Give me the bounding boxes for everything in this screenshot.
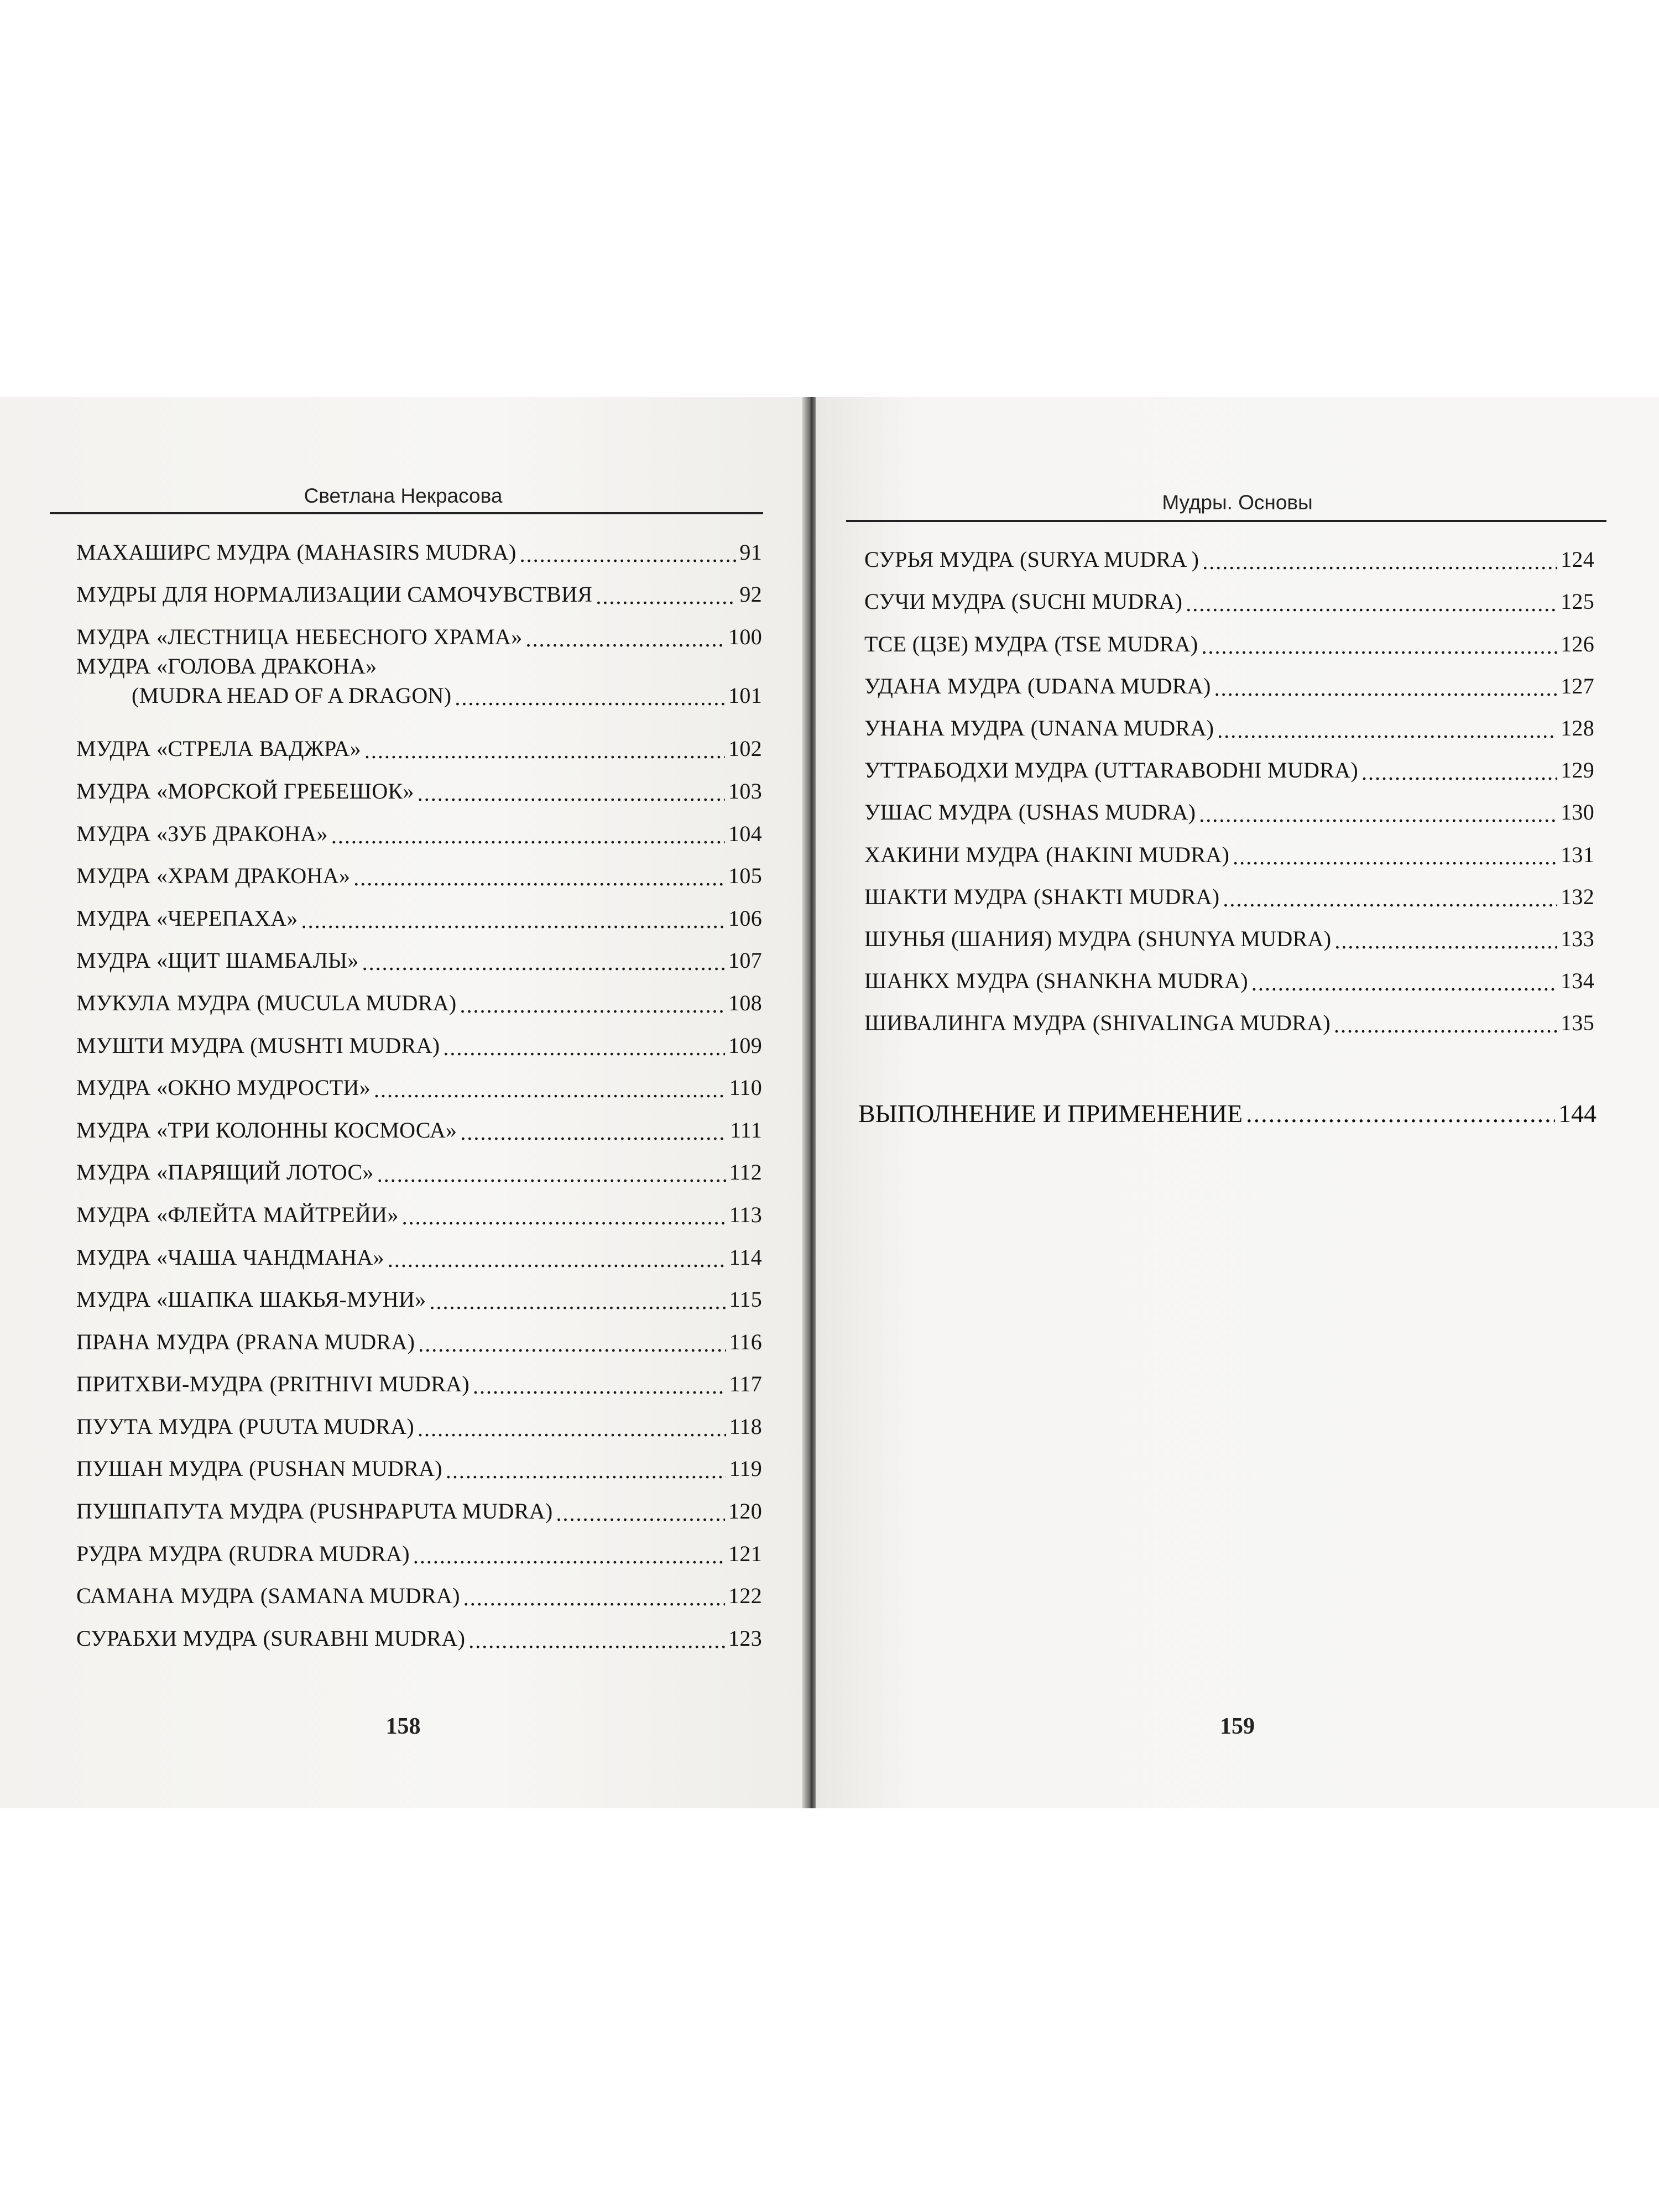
leader-dots <box>473 1375 726 1397</box>
toc-page-number: 123 <box>728 1625 762 1651</box>
toc-entry[interactable] <box>76 566 762 608</box>
toc-entry-title: ШАКТИ МУДРА (SHAKTI MUDRA) <box>864 884 1220 909</box>
leader-dots <box>463 1587 725 1609</box>
toc-entry-title: МУДРА «ЧЕРЕПАХА» <box>76 905 298 931</box>
toc-entry[interactable] <box>864 826 1594 868</box>
leader-dots <box>1334 930 1557 952</box>
toc-entry-title: УДАНА МУДРА (UDANA MUDRA) <box>864 673 1211 698</box>
toc-page-number: 122 <box>728 1583 762 1609</box>
toc-entry[interactable] <box>76 523 762 566</box>
right-toc-list <box>864 531 1594 1036</box>
toc-entry[interactable] <box>864 784 1594 826</box>
toc-page-number: 102 <box>728 736 762 761</box>
toc-entry[interactable] <box>76 1355 762 1398</box>
toc-page-number: 110 <box>729 1075 762 1100</box>
toc-entry[interactable] <box>76 805 762 847</box>
toc-entry[interactable] <box>76 1101 762 1144</box>
left-running-head: Светлана Некрасова <box>304 484 503 507</box>
section-title: ВЫПОЛНЕНИЕ И ПРИМЕНЕНИЕ <box>858 1099 1243 1128</box>
toc-entry[interactable] <box>76 932 762 974</box>
toc-entry[interactable] <box>864 910 1594 952</box>
leader-dots <box>418 1418 726 1440</box>
toc-entry-title: МУДРА «ЧАША ЧАНДМАНА» <box>76 1244 384 1270</box>
toc-entry-title: ПУШАН МУДРА (PUSHAN MUDRA) <box>76 1456 442 1481</box>
toc-entry[interactable] <box>76 1016 762 1059</box>
toc-page-number: 133 <box>1561 926 1594 951</box>
toc-page-number: 105 <box>728 863 762 889</box>
leader-dots <box>1246 1099 1555 1129</box>
toc-entry[interactable] <box>864 573 1594 615</box>
toc-page-number: 112 <box>729 1160 762 1185</box>
toc-page-number: 128 <box>1561 715 1594 740</box>
toc-entry[interactable] <box>76 1271 762 1313</box>
toc-entry[interactable] <box>76 650 762 720</box>
toc-entry-title: ПУУТА МУДРА (PUUTA MUDRA) <box>76 1413 414 1439</box>
toc-entry-subtitle: (MUDRA HEAD OF A DRAGON) <box>132 682 452 708</box>
toc-entry[interactable] <box>76 1525 762 1567</box>
toc-entry-title: СУЧИ МУДРА (SUCHI MUDRA) <box>864 589 1183 614</box>
toc-entry-title: РУДРА МУДРА (RUDRA MUDRA) <box>76 1541 410 1566</box>
toc-entry-title: ТСЕ (ЦЗЕ) МУДРА (TSE MUDRA) <box>864 631 1198 656</box>
toc-entry[interactable] <box>76 1228 762 1271</box>
left-head-rule <box>50 512 763 514</box>
left-folio: 158 <box>385 1714 421 1739</box>
toc-entry[interactable] <box>864 868 1594 910</box>
toc-entry-title: МУДРЫ ДЛЯ НОРМАЛИЗАЦИИ САМОЧУВСТВИЯ <box>76 582 593 607</box>
toc-entry[interactable] <box>76 847 762 890</box>
toc-page-number: 114 <box>729 1244 762 1270</box>
toc-entry[interactable] <box>76 1609 762 1652</box>
toc-entry[interactable] <box>76 1313 762 1355</box>
toc-entry-title: МУДРА «ЗУБ ДРАКОНА» <box>76 821 328 846</box>
leader-dots <box>1202 551 1557 573</box>
leader-dots <box>556 1503 726 1525</box>
toc-entry[interactable] <box>76 608 762 650</box>
toc-entry-title: САМАНА МУДРА (SAMANA MUDRA) <box>76 1583 460 1609</box>
toc-entry-title: СУРЬЯ МУДРА (SURYA MUDRA ) <box>864 547 1199 572</box>
toc-page-number: 101 <box>728 682 762 708</box>
leader-dots <box>460 994 726 1016</box>
section-page-number: 144 <box>1558 1099 1597 1128</box>
toc-page-number: 134 <box>1561 968 1594 994</box>
toc-page-number: 103 <box>728 778 762 804</box>
toc-entry-title: ПУШПАПУТА МУДРА (PUSHPAPUTA MUDRA) <box>76 1499 553 1524</box>
leader-dots <box>362 952 725 974</box>
toc-entry[interactable] <box>76 889 762 932</box>
toc-page-number: 117 <box>729 1371 762 1397</box>
leader-dots <box>402 1206 726 1228</box>
toc-page-number: 116 <box>729 1329 762 1354</box>
toc-entry[interactable] <box>864 742 1594 784</box>
toc-entry-title: МУДРА «ХРАМ ДРАКОНА» <box>76 863 351 889</box>
leader-dots <box>460 1121 727 1144</box>
toc-page-number: 125 <box>1561 589 1594 614</box>
toc-page-number: 127 <box>1561 673 1594 698</box>
toc-entry[interactable] <box>76 1059 762 1102</box>
toc-page-number: 132 <box>1561 884 1594 909</box>
leader-dots <box>413 1545 725 1567</box>
leader-dots <box>374 1079 726 1101</box>
left-toc-list <box>76 523 762 1652</box>
toc-entry[interactable] <box>76 720 762 763</box>
leader-dots <box>1233 846 1557 868</box>
toc-page-number: 130 <box>1561 800 1594 825</box>
leader-dots <box>526 628 726 650</box>
toc-page-number: 126 <box>1561 631 1594 656</box>
toc-entry[interactable] <box>76 762 762 805</box>
right-page <box>816 397 1659 1808</box>
leader-dots <box>455 687 725 709</box>
toc-entry-title: МАХАШИРС МУДРА (MAHASIRS MUDRA) <box>76 539 517 565</box>
toc-entry-title: МУКУЛА МУДРА (MUCULA MUDRA) <box>76 990 457 1015</box>
toc-entry[interactable] <box>864 700 1594 742</box>
toc-entry-title: МУДРА «ФЛЕЙТА МАЙТРЕЙИ» <box>76 1202 399 1227</box>
toc-entry[interactable] <box>864 615 1594 657</box>
toc-entry-title: СУРАБХИ МУДРА (SURABHI MUDRA) <box>76 1625 466 1651</box>
leader-dots <box>596 586 736 608</box>
toc-entry-title: ПРАНА МУДРА (PRANA MUDRA) <box>76 1329 415 1354</box>
leader-dots <box>1186 593 1557 615</box>
toc-entry-title: МУДРА «ЩИТ ШАМБАЛЫ» <box>76 948 359 973</box>
leader-dots <box>1201 635 1557 658</box>
leader-dots <box>1223 888 1557 910</box>
leader-dots <box>429 1291 726 1313</box>
leader-dots <box>443 1037 725 1059</box>
toc-entry-title: УТТРАБОДХИ МУДРА (UTTARABODHI MUDRA) <box>864 758 1359 783</box>
toc-entry-title: МУДРА «ТРИ КОЛОННЫ КОСМОСА» <box>76 1117 457 1142</box>
toc-page-number: 106 <box>728 905 762 931</box>
leader-dots <box>468 1630 725 1652</box>
toc-entry-title: УШАС МУДРА (USHAS MUDRA) <box>864 800 1196 825</box>
leader-dots <box>377 1164 726 1186</box>
toc-page-number: 113 <box>729 1202 762 1227</box>
toc-page-number: 108 <box>728 990 762 1015</box>
toc-entry-title: МУДРА «ГОЛОВА ДРАКОНА» <box>76 653 377 679</box>
toc-entry-title: ШАНКХ МУДРА (SHANKHA MUDRA) <box>864 968 1248 994</box>
toc-page-number: 100 <box>728 624 762 649</box>
leader-dots <box>1199 804 1557 826</box>
toc-entry-title: МУДРА «ЛЕСТНИЦА НЕБЕСНОГО ХРАМА» <box>76 624 523 649</box>
right-folio: 159 <box>1220 1714 1255 1739</box>
toc-page-number: 109 <box>728 1032 762 1058</box>
toc-page-number: 129 <box>1561 758 1594 783</box>
toc-page-number: 104 <box>728 821 762 846</box>
leader-dots <box>1214 677 1557 700</box>
toc-entry[interactable] <box>76 974 762 1016</box>
toc-page-number: 135 <box>1561 1010 1594 1036</box>
toc-entry[interactable] <box>76 1440 762 1483</box>
toc-entry-title: ШИВАЛИНГА МУДРА (SHIVALINGA MUDRA) <box>864 1010 1331 1036</box>
toc-entry[interactable] <box>76 1482 762 1525</box>
leader-dots <box>1251 972 1557 994</box>
toc-entry[interactable] <box>864 658 1594 700</box>
leader-dots <box>446 1460 726 1482</box>
toc-entry[interactable] <box>864 994 1594 1036</box>
toc-page-number: 115 <box>729 1287 762 1312</box>
leader-dots <box>1334 1014 1557 1036</box>
toc-entry[interactable] <box>864 952 1594 994</box>
leader-dots <box>520 544 737 566</box>
toc-entry-title: МУДРА «ШАПКА ШАКЬЯ-МУНИ» <box>76 1287 426 1312</box>
leader-dots <box>353 867 725 889</box>
toc-page-number: 111 <box>730 1117 762 1142</box>
toc-page-number: 107 <box>728 948 762 973</box>
leader-dots <box>364 740 725 762</box>
toc-entry-title: МУШТИ МУДРА (MUSHTI MUDRA) <box>76 1032 440 1058</box>
toc-entry[interactable] <box>76 1186 762 1228</box>
leader-dots <box>418 1333 726 1355</box>
toc-page-number: 120 <box>728 1499 762 1524</box>
toc-page-number: 91 <box>739 539 762 565</box>
toc-page-number: 119 <box>729 1456 762 1481</box>
toc-section-entry[interactable] <box>858 1087 1597 1129</box>
toc-page-number: 124 <box>1561 547 1594 572</box>
toc-entry-title: УНАНА МУДРА (UNANA MUDRA) <box>864 715 1214 740</box>
leader-dots <box>1217 719 1557 742</box>
toc-entry[interactable] <box>76 1397 762 1440</box>
toc-entry-title: ПРИТХВИ-МУДРА (PRITHIVI MUDRA) <box>76 1371 470 1397</box>
toc-page-number: 121 <box>728 1541 762 1566</box>
toc-entry-title: МУДРА «МОРСКОЙ ГРЕБЕШОК» <box>76 778 414 804</box>
right-running-head: Мудры. Основы <box>1162 491 1313 514</box>
leader-dots <box>1361 761 1557 784</box>
book-spread <box>0 397 1659 1808</box>
leader-dots <box>331 825 725 847</box>
leader-dots <box>418 782 725 805</box>
toc-entry-title: МУДРА «ОКНО МУДРОСТИ» <box>76 1075 371 1100</box>
leader-dots <box>301 910 725 932</box>
right-head-rule <box>846 520 1606 522</box>
toc-page-number: 131 <box>1561 842 1594 867</box>
toc-entry[interactable] <box>76 1144 762 1186</box>
left-page <box>0 397 806 1808</box>
toc-page-number: 118 <box>729 1413 762 1439</box>
toc-entry[interactable] <box>76 1567 762 1610</box>
toc-entry-title: ШУНЬЯ (ШАНИЯ) МУДРА (SHUNYA MUDRA) <box>864 926 1332 951</box>
toc-page-number: 92 <box>739 582 762 607</box>
leader-dots <box>388 1249 726 1271</box>
toc-entry[interactable] <box>864 531 1594 573</box>
toc-entry-title: ХАКИНИ МУДРА (HAKINI MUDRA) <box>864 842 1230 867</box>
toc-entry-title: МУДРА «ПАРЯЩИЙ ЛОТОС» <box>76 1160 374 1185</box>
toc-entry-title: МУДРА «СТРЕЛА ВАДЖРА» <box>76 736 361 761</box>
